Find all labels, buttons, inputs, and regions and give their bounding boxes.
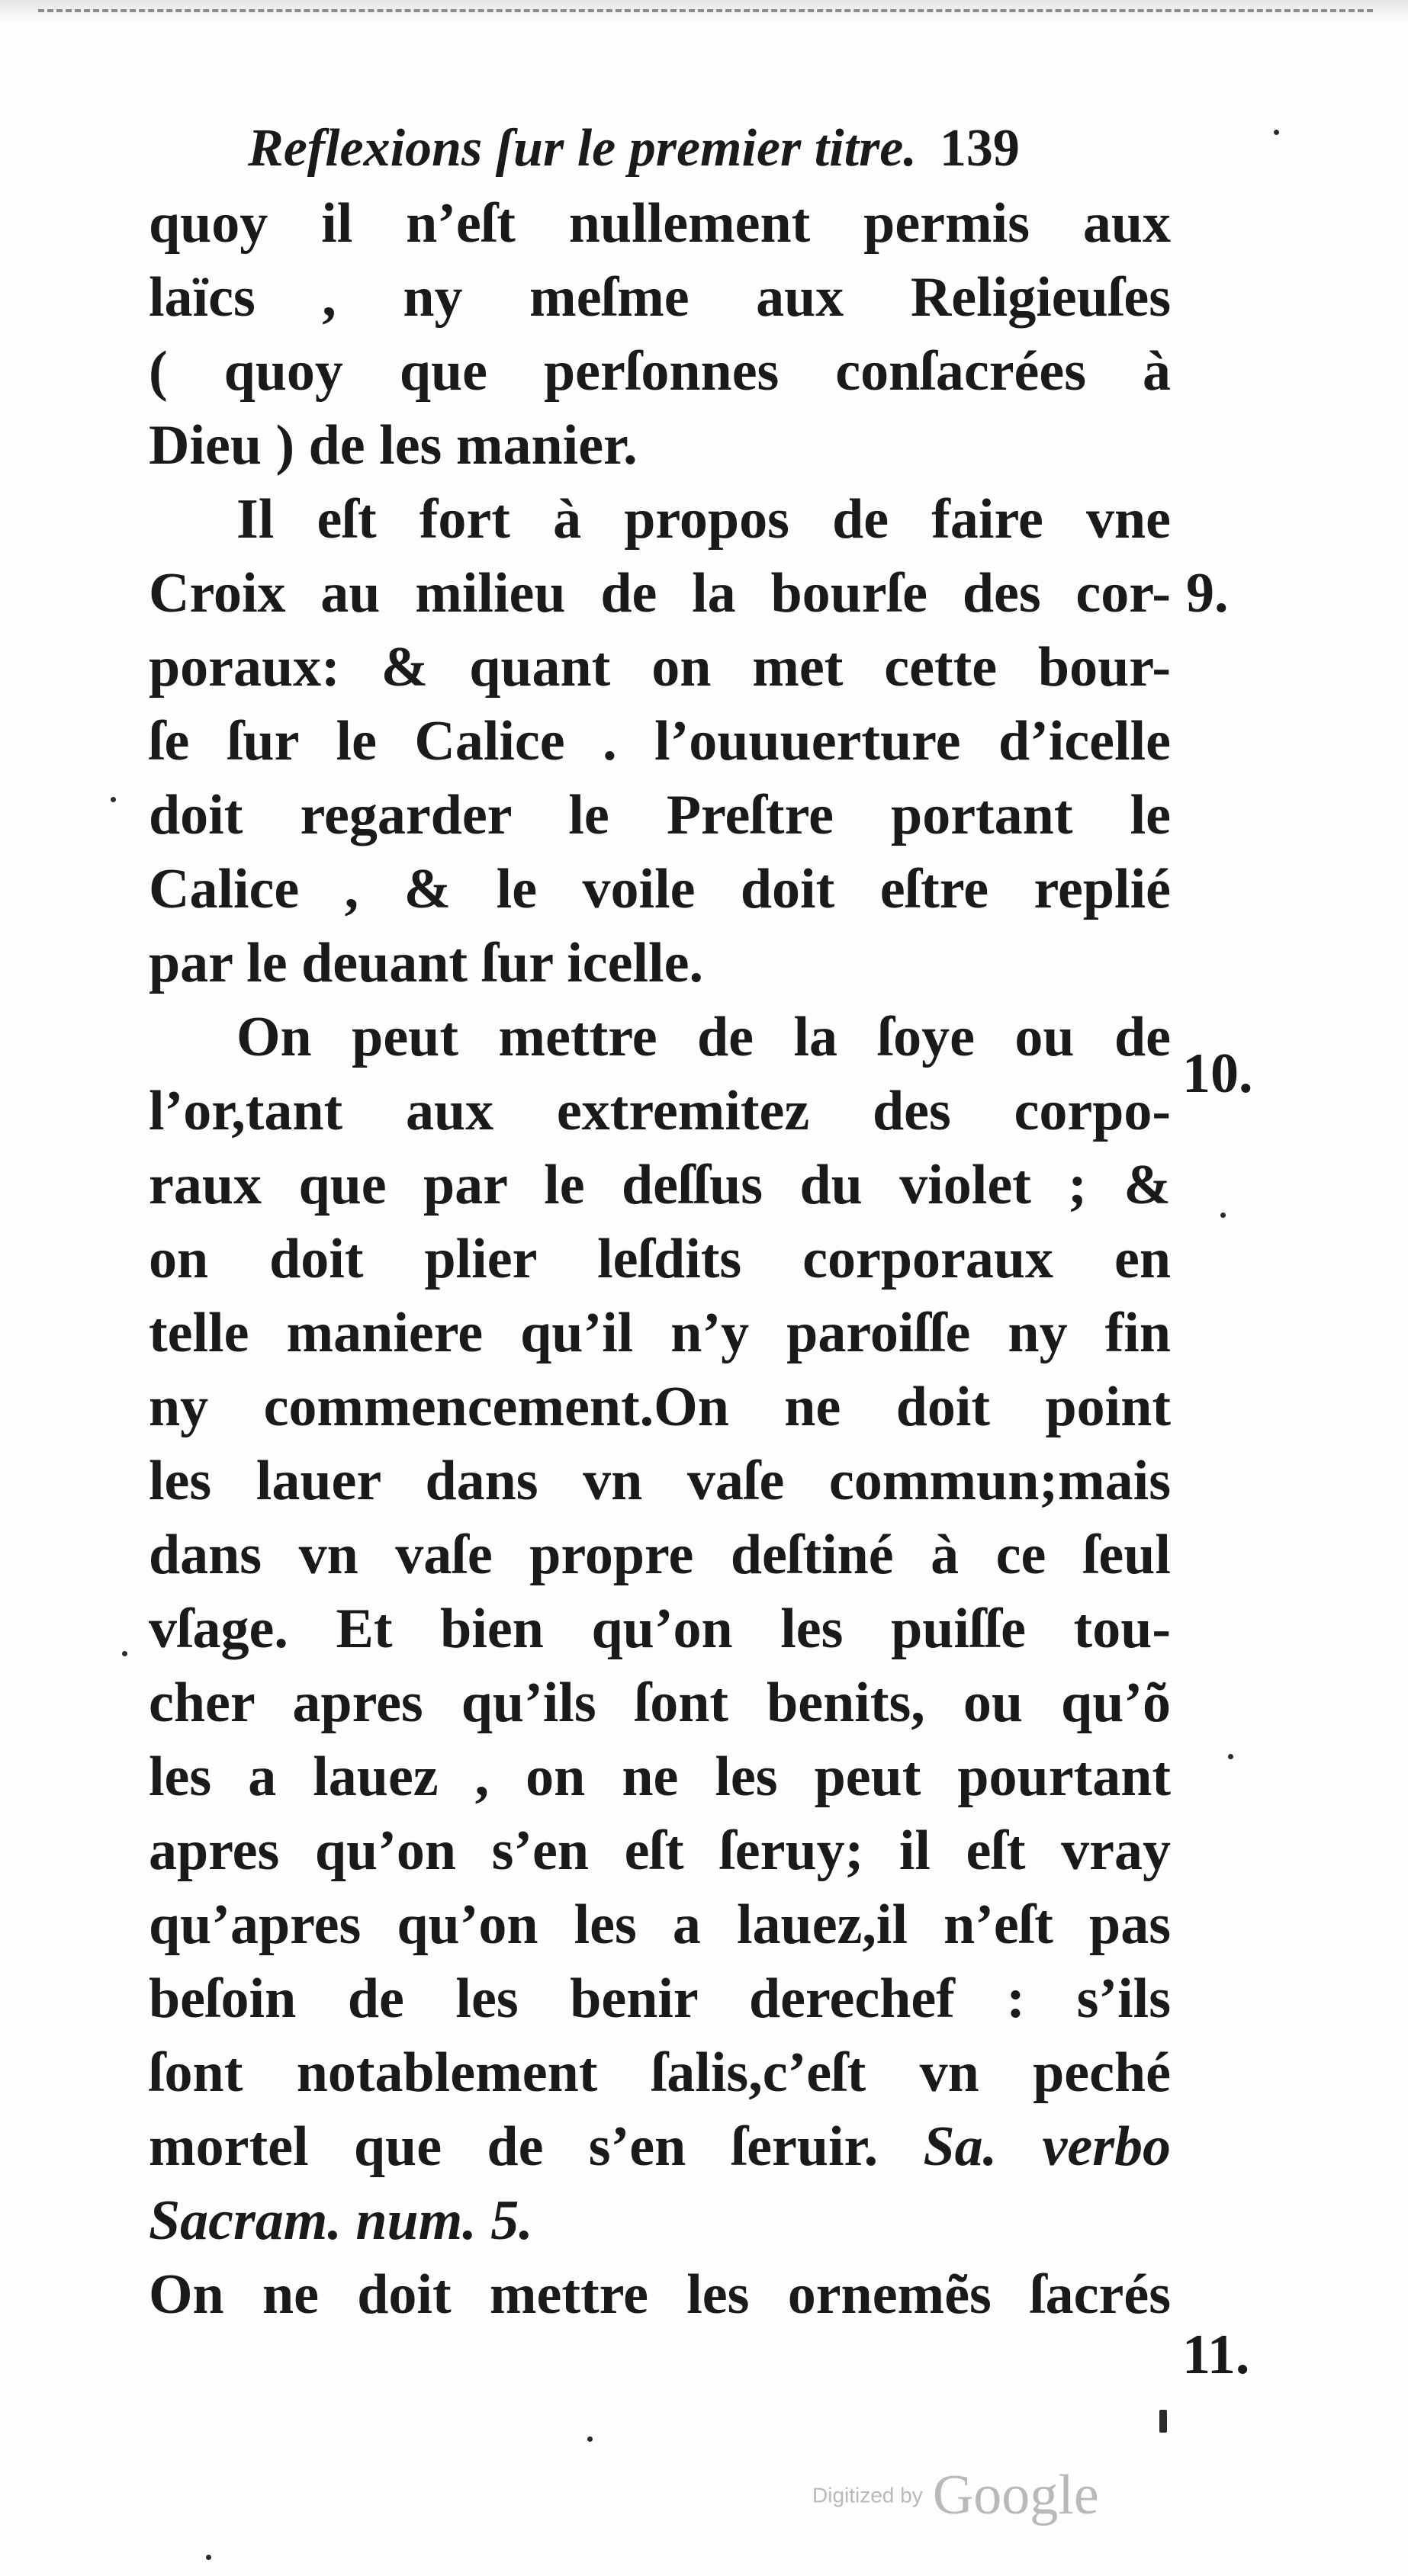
text-block — [149, 114, 1171, 2332]
running-head-title: Reflexions ſur le premier titre. — [248, 119, 917, 178]
text-line-22: les a lauez , on ne les peut pourtant — [149, 1746, 1171, 1808]
text-line-15: on doit plier leſdits corporaux en — [149, 1228, 1171, 1290]
text-line-21: cher apres qu’ils ſont benits, ou qu’õ — [149, 1672, 1171, 1734]
text-line-20: vſage. Et bien qu’on les puiſſe tou- — [149, 1598, 1171, 1660]
text-line-24: qu’apres qu’on les a lauez,il n’eſt pas — [149, 1893, 1171, 1956]
text-line-3: ( quoy que perſonnes conſacrées à — [149, 340, 1171, 403]
text-line-2: laïcs , ny meſme aux Religieuſes — [149, 266, 1171, 329]
text-line-18: les lauer dans vn vaſe commun;mais — [149, 1450, 1171, 1512]
text-line-14: raux que par le deſſus du violet ; & — [149, 1154, 1171, 1216]
text-line-27 — [149, 2110, 1171, 2184]
text-line-17: ny commencement.On ne doit point — [149, 1376, 1171, 1438]
text-line-11: par le deuant ſur icelle. — [149, 932, 703, 994]
ink-speck — [111, 797, 116, 802]
text-line-16: telle maniere qu’il n’y paroiſſe ny fin — [149, 1302, 1171, 1364]
text-line-8: ſe ſur le Calice . l’ouuuerture d’icelle — [149, 710, 1171, 772]
ink-speck — [1228, 1754, 1233, 1759]
citation-reference: Sacram. num. 5. — [149, 2189, 533, 2252]
ink-speck — [587, 2436, 593, 2442]
text-line-19: dans vn vaſe propre deſtiné à ce ſeul — [149, 1524, 1171, 1586]
margin-number-11: 11. — [1182, 2324, 1250, 2386]
citation-line — [149, 2184, 1171, 2258]
ink-speck — [1274, 130, 1279, 135]
text-line-7: poraux: & quant on met cette bour- — [149, 636, 1171, 699]
page-number: 139 — [939, 119, 1020, 178]
text-line-26: ſont notablement ſalis,c’eſt vn peché — [149, 2041, 1171, 2104]
watermark-prefix: Digitized by — [812, 2483, 923, 2507]
text-line-last: On ne doit mettre les ornemẽs ſacrés — [149, 2263, 1171, 2326]
margin-number-9: 9. — [1186, 562, 1229, 625]
digitized-watermark — [812, 2463, 1099, 2528]
ink-speck — [206, 2555, 211, 2560]
text-line-10: Calice , & le voile doit eſtre replié — [149, 858, 1171, 920]
text-line-27-body: mortel que de s’en ſeruir. — [149, 2115, 879, 2178]
text-line-23: apres qu’on s’en eſt ſeruy; il eſt vray — [149, 1820, 1171, 1882]
ink-speck — [1220, 1213, 1226, 1218]
text-line-1: quoy il n’eſt nullement permis aux — [149, 192, 1171, 255]
margin-number-10: 10. — [1182, 1042, 1253, 1105]
text-line-6: Croix au milieu de la bourſe des cor- — [149, 562, 1171, 625]
text-line-25: beſoin de les benir derechef : s’ils — [149, 1967, 1171, 2030]
text-line-4: Dieu ) de les manier. — [149, 414, 638, 477]
google-logo: Google — [932, 2464, 1099, 2526]
ink-speck — [1159, 2410, 1167, 2433]
page-top-specks — [38, 9, 1373, 21]
text-line-5: Il eſt fort à propos de faire vne — [236, 488, 1171, 551]
running-head — [149, 114, 1171, 187]
text-line-12: On peut mettre de la ſoye ou de — [236, 1006, 1171, 1068]
text-line-9: doit regarder le Preſtre portant le — [149, 784, 1171, 846]
ink-speck — [122, 1651, 127, 1656]
text-line-13: l’or,tant aux extremitez des corpo- — [149, 1080, 1171, 1142]
citation-line-end: Sa. verbo — [923, 2115, 1171, 2178]
